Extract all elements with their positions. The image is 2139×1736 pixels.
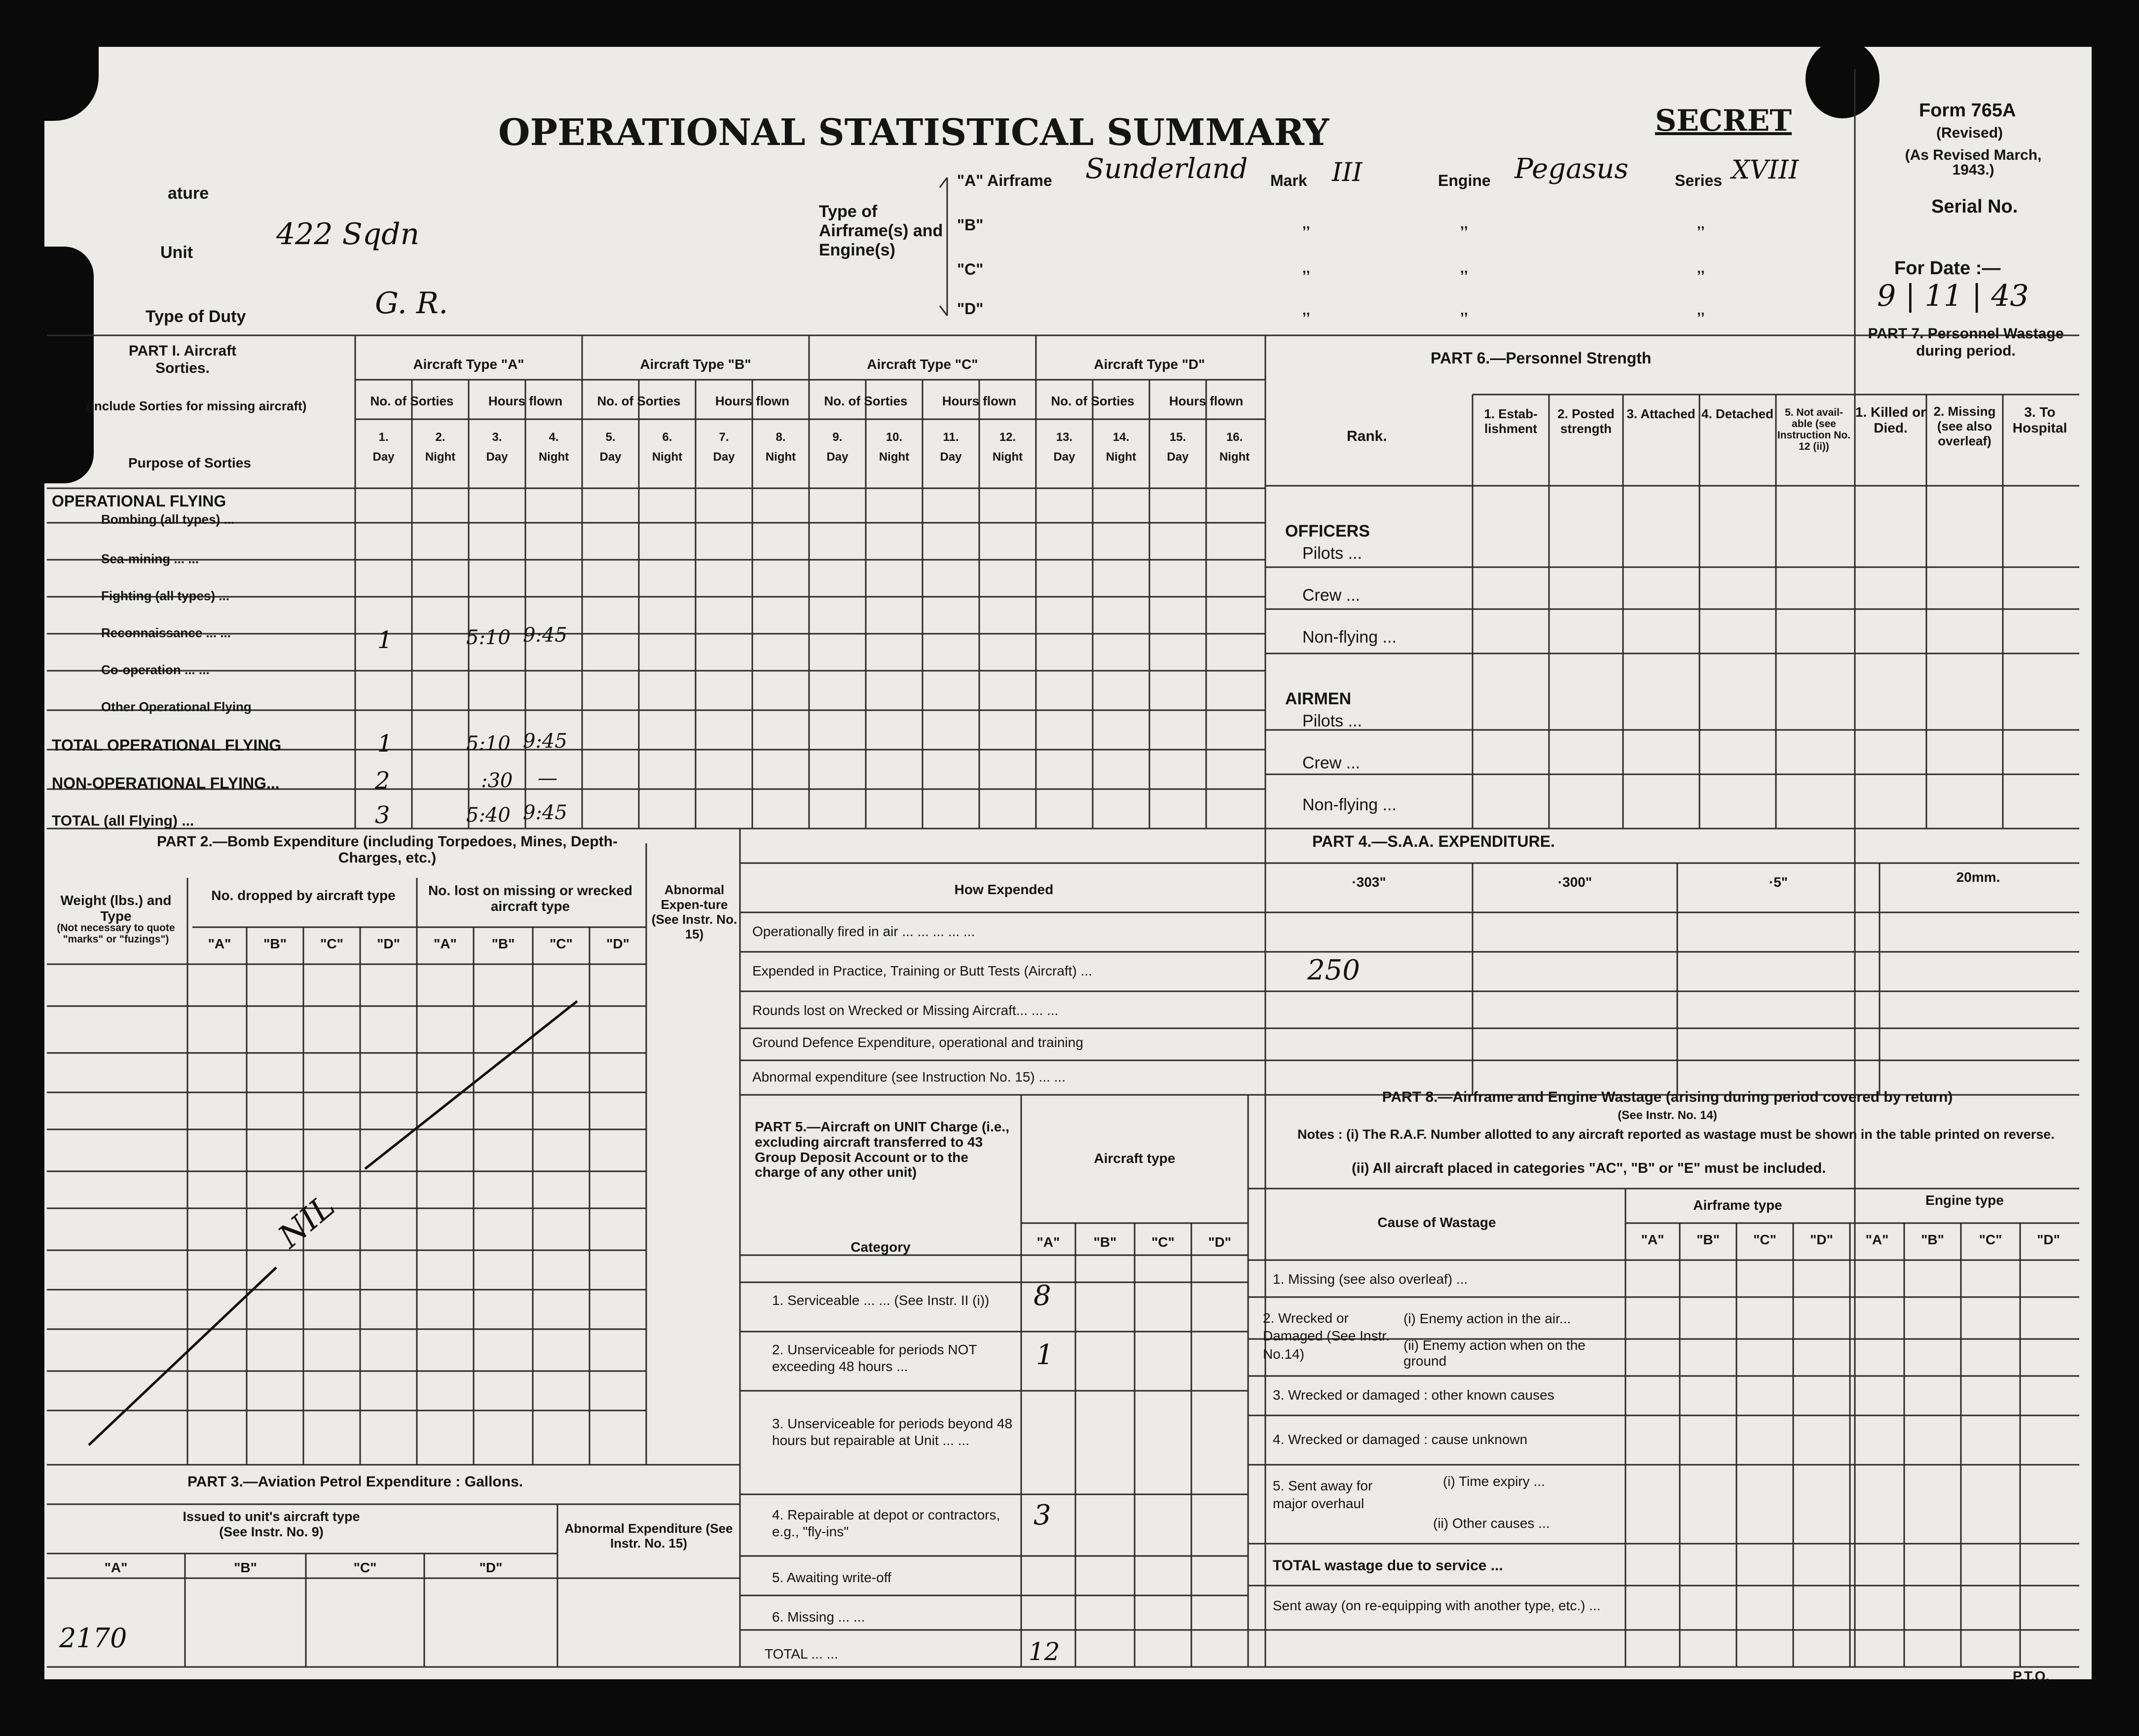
type-d-header: Aircraft Type "D" [1094,357,1205,372]
letter-c: "C" [550,936,573,951]
part5-row: 6. Missing ... ... [772,1609,865,1625]
letter-b: "B" [1921,1232,1944,1247]
purpose-row: Other Operational Flying [101,699,252,714]
day-label: Day [1167,450,1189,464]
officers-pilots: Pilots ... [1302,544,1362,563]
night-label: Night [879,450,910,464]
series-a-value: XVIII [1732,155,1799,185]
airmen-crew: Crew ... [1302,754,1361,772]
weight-label: Weight (lbs.) and Type [60,893,172,924]
form-title: OPERATIONAL STATISTICAL SUMMARY [498,111,1329,154]
unserviceable-a: 1 [1036,1339,1054,1371]
night-label: Night [652,450,683,464]
sorties-header: No. of Sorties [370,394,454,408]
day-label: Day [713,450,735,464]
letter-c: "C" [1979,1232,2002,1247]
unit-label: Unit [160,243,193,262]
hours-header: Hours flown [488,394,563,408]
pto-label: P.T.O. [2013,1668,2050,1684]
part1-title: PART I. Aircraft Sorties. [128,343,237,376]
total-all-sorties: 3 [375,801,390,829]
part5-title: PART 5.—Aircraft on UNIT Charge (i.e., excluding aircraft transferred to 43 Group Deposit Account or to the charge of any other unit) [755,1119,1009,1180]
engine-a-value: Pegasus [1514,153,1629,185]
letter-c: "C" [1753,1232,1776,1247]
row-b-label: "B" [957,216,984,234]
part7-col: 2. Missing (see also overleaf) [1933,404,1996,448]
wastage-row: 3. Wrecked or damaged : other known causes [1273,1387,1554,1403]
total-all-hours-night: 9:45 [523,801,567,824]
wastage-row: (i) Enemy action in the air... [1403,1311,1571,1326]
letter-a: "A" [1036,1234,1060,1250]
col-num: 5. [605,431,616,444]
saa-col: ·300" [1557,874,1592,890]
letter-b: "B" [234,1560,257,1575]
officers-nonflying: Non-flying ... [1302,628,1397,647]
wastage-row: (ii) Enemy action when on the ground [1403,1338,1586,1369]
officers-crew: Crew ... [1302,586,1361,605]
part5-row: TOTAL ... ... [765,1646,838,1662]
hours-header: Hours flown [942,394,1017,408]
repairable-a: 3 [1033,1499,1051,1531]
ditto-mark: ,, [1460,302,1468,318]
unit-value: 422 Sqdn [276,217,420,252]
part6-col: 1. Estab-lishment [1484,406,1538,436]
total-a: 12 [1029,1637,1060,1666]
airmen-pilots: Pilots ... [1302,712,1362,730]
sorties-header: No. of Sorties [597,394,681,408]
col-num: 13. [1056,431,1073,444]
ditto-mark: ,, [1460,260,1468,276]
serviceable-a: 8 [1033,1280,1051,1312]
letter-b: "B" [491,936,515,951]
col-num: 1. [378,431,389,444]
category-label: Category [850,1239,911,1255]
form-as-revised: (As Revised March, 1943.) [1905,147,2042,178]
saa-row: Operationally fired in air ... ... ... ... ... [752,924,975,939]
secret-label: SECRET [1655,104,1792,138]
duty-value: G. R. [375,286,448,321]
col-num: 4. [549,431,559,444]
letter-a: "A" [1865,1232,1889,1247]
type-a-header: Aircraft Type "A" [413,357,524,372]
engine-type-label: Engine type [1925,1193,2004,1208]
cause-label: Cause of Wastage [1377,1215,1496,1230]
part3-title: PART 3.—Aviation Petrol Expenditure : Gallons. [187,1474,523,1490]
letter-a: "A" [208,936,231,951]
saa-row: Rounds lost on Wrecked or Missing Aircraft... ... ... [752,1003,1059,1018]
dropped-label: No. dropped by aircraft type [211,888,396,903]
letter-d: "D" [1208,1234,1231,1250]
nonop-sorties: 2 [375,767,390,795]
purpose-row: Sea-mining ... ... [101,551,199,566]
part6-col: 4. Detached [1701,406,1773,421]
night-label: Night [765,450,796,464]
night-label: Night [992,450,1023,464]
airframe-label: Type of Airframe(s) and Engine(s) [819,202,943,260]
ditto-mark: ,, [1697,216,1705,231]
saa-col: ·303" [1352,874,1386,890]
letter-d: "D" [1810,1232,1833,1247]
purpose-row-nonop: NON-OPERATIONAL FLYING... [52,774,280,792]
hours-header: Hours flown [715,394,790,408]
wastage-row: 2. Wrecked or Damaged (See Instr. No.14) [1263,1310,1390,1362]
rank-label: Rank. [1347,428,1387,444]
part4-title: PART 4.—S.A.A. EXPENDITURE. [1312,832,1555,850]
airmen-label: AIRMEN [1285,689,1352,708]
form-revised: (Revised) [1936,125,2003,141]
row-d-label: "D" [957,300,984,318]
saa-row: Ground Defence Expenditure, operational and training [752,1035,1083,1050]
row-c-label: "C" [957,260,984,278]
engine-label: Engine [1438,172,1491,189]
purpose-row-all: TOTAL (all Flying) ... [52,813,194,829]
aircraft-type-label: Aircraft type [1094,1151,1176,1166]
night-label: Night [1106,450,1137,464]
form-number: Form 765A [1919,100,2016,121]
for-date-value: 9 | 11 | 43 [1877,279,2029,313]
col-num: 15. [1169,431,1186,444]
letter-b: "B" [1093,1234,1117,1250]
part8-sub: (See Instr. No. 14) [1618,1109,1717,1122]
col-num: 7. [719,431,729,444]
day-label: Day [940,450,962,464]
letter-d: "D" [2037,1232,2060,1247]
purpose-row: Co-operation ... ... [101,662,210,677]
ditto-mark: ,, [1302,260,1310,276]
airframe-type-label: Airframe type [1693,1197,1782,1213]
part1-subtitle: (Include Sorties for missing aircraft) [86,398,307,413]
how-expended: How Expended [954,882,1054,897]
wastage-row: Sent away (on re-equipping with another type, etc.) ... [1273,1598,1601,1613]
col-num: 10. [885,431,903,444]
purpose-row: Bombing (all types) ... [101,512,235,527]
part2-title: PART 2.—Bomb Expenditure (including Torpedoes, Mines, Depth-Charges, etc.) [157,833,618,866]
col-num: 14. [1112,431,1130,444]
col-num: 2. [435,431,445,444]
issued-label: Issued to unit's aircraft type (See Instr. No. 9) [183,1509,360,1540]
wastage-row: (ii) Other causes ... [1433,1516,1550,1531]
recon-hours-day: 5:10 [466,626,511,649]
sorties-header: No. of Sorties [824,394,908,408]
part6-title: PART 6.—Personnel Strength [1431,349,1652,367]
purpose-row-total: TOTAL OPERATIONAL FLYING [52,736,282,754]
mark-label: Mark [1270,172,1307,189]
day-label: Day [599,450,622,464]
col-num: 9. [832,431,843,444]
practice-303-value: 250 [1307,954,1360,986]
purpose-row: Reconnaissance ... ... [101,625,231,640]
day-label: Day [1053,450,1075,464]
wastage-row: 4. Wrecked or damaged : cause unknown [1273,1432,1528,1447]
signature-label: ature [168,184,209,203]
night-label: Night [1219,450,1250,464]
letter-d: "D" [377,936,400,951]
day-label: Day [826,450,848,464]
letter-b: "B" [1696,1232,1720,1247]
mark-a-value: III [1332,158,1363,187]
for-date-label: For Date :— [1894,258,2001,279]
col-num: 3. [492,431,502,444]
col-num: 12. [999,431,1016,444]
part5-row: 4. Repairable at depot or contractors, e.g., "fly-ins" [772,1507,1000,1539]
part7-title: PART 7. Personnel Wastage during period. [1868,326,2064,359]
letter-a: "A" [1641,1232,1664,1247]
airframe-a-value: Sunderland [1085,153,1248,185]
nil-mark: NIL [271,1188,342,1256]
nonop-hours-day: :30 [481,769,513,792]
part6-col: 3. Attached [1626,406,1696,421]
part5-row: 5. Awaiting write-off [772,1570,891,1585]
saa-row: Expended in Practice, Training or Butt Tests (Aircraft) ... [752,963,1092,978]
wastage-row: (i) Time expiry ... [1443,1474,1545,1489]
part6-col: 2. Posted strength [1557,406,1615,436]
recon-hours-night: 9:45 [523,624,567,647]
letter-d: "D" [479,1560,503,1575]
nonop-hours-night: — [538,767,557,790]
recon-sorties: 1 [377,626,393,654]
ditto-mark: ,, [1302,216,1310,231]
part8-note: Notes : (i) The R.A.F. Number allotted to any aircraft reported as wastage must be shown in the table printed on reverse. [1297,1127,2055,1142]
day-label: Day [372,450,395,464]
letter-c: "C" [1151,1234,1175,1250]
duty-label: Type of Duty [146,307,246,326]
total-op-hours-night: 9:45 [523,730,567,753]
part5-row: 3. Unserviceable for periods beyond 48 hours but repairable at Unit ... ... [772,1416,1013,1448]
part5-row: 1. Serviceable ... ... (See Instr. II (i)) [772,1293,990,1308]
part8-title: PART 8.—Airframe and Engine Wastage (arising during period covered by return) [1382,1089,1953,1105]
purpose-label: Purpose of Sorties [128,455,251,470]
part7-col: 3. To Hospital [2012,404,2067,436]
wastage-row: 1. Missing (see also overleaf) ... [1273,1271,1468,1287]
type-b-header: Aircraft Type "B" [640,357,751,372]
letter-d: "D" [606,936,629,951]
col-num: 8. [775,431,786,444]
row-a-label: "A" Airframe [957,172,1052,189]
part3-abnormal: Abnormal Expenditure (See Instr. No. 15) [564,1521,733,1551]
letter-c: "C" [320,936,343,951]
ditto-mark: ,, [1460,216,1468,231]
abnormal-label: Abnormal Expen-ture (See Instr. No. 15) [651,882,738,941]
lost-label: No. lost on missing or wrecked aircraft type [428,883,632,914]
purpose-row: Fighting (all types) ... [101,588,229,603]
total-op-hours-day: 5:10 [466,732,511,755]
part6-col: 5. Not avail-able (see Instruction No. 12 (ii)) [1777,407,1851,453]
hours-header: Hours flown [1169,394,1244,408]
total-all-hours-day: 5:40 [466,804,511,827]
night-label: Night [425,450,456,464]
series-label: Series [1675,172,1723,189]
saa-col: 20mm. [1956,869,2000,885]
col-num: 6. [662,431,672,444]
letter-b: "B" [263,936,287,951]
letter-a: "A" [104,1560,128,1575]
letter-c: "C" [353,1560,377,1575]
night-label: Night [538,450,569,464]
airmen-nonflying: Non-flying ... [1302,796,1397,814]
saa-row: Abnormal expenditure (see Instruction No. 15) ... ... [752,1069,1066,1085]
col-num: 11. [943,431,959,444]
day-label: Day [486,450,508,464]
wastage-total: TOTAL wastage due to service ... [1273,1557,1503,1574]
ditto-mark: ,, [1697,260,1705,276]
weight-note: (Not necessary to quote "marks" or "fuzings") [57,922,175,945]
saa-col: ·5" [1769,874,1788,890]
wastage-row: 5. Sent away for major overhaul [1273,1478,1373,1512]
op-flying-heading: OPERATIONAL FLYING [52,492,226,510]
total-op-sorties: 1 [377,730,393,758]
serial-no-label: Serial No. [1931,196,2018,217]
part8-note: (ii) All aircraft placed in categories "AC", "B" or "E" must be included. [1352,1160,1826,1176]
part7-col: 1. Killed or Died. [1855,404,1926,436]
ditto-mark: ,, [1302,302,1310,318]
letter-a: "A" [434,936,457,951]
type-c-header: Aircraft Type "C" [867,357,978,372]
part5-row: 2. Unserviceable for periods NOT exceeding 48 hours ... [772,1342,977,1374]
ditto-mark: ,, [1697,302,1705,318]
petrol-a-value: 2170 [59,1623,127,1654]
col-num: 16. [1226,431,1243,444]
officers-label: OFFICERS [1285,522,1370,541]
sorties-header: No. of Sorties [1051,394,1135,408]
